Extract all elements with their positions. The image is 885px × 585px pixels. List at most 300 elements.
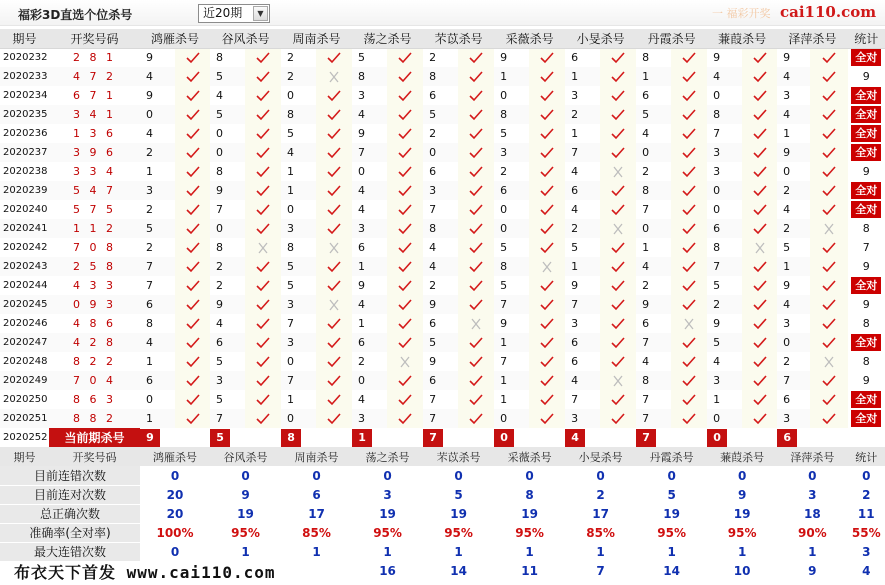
check-icon — [469, 394, 483, 406]
issue-cell: 2020234 — [3, 90, 48, 101]
cross-icon — [822, 223, 836, 235]
check-icon — [327, 280, 341, 292]
pick-cell: 9 — [358, 127, 366, 140]
pick-cell: 8 — [636, 181, 671, 200]
mark-cell — [458, 181, 494, 200]
check-icon — [822, 128, 836, 140]
check-icon — [469, 52, 483, 64]
mark-cell — [458, 409, 494, 428]
pick-cell: 9 — [423, 295, 458, 314]
mark-cell — [316, 390, 352, 409]
check-icon — [682, 90, 696, 102]
mark-cell — [742, 257, 777, 276]
check-icon — [682, 394, 696, 406]
pick-cell: 6 — [358, 241, 366, 254]
pick-cell: 2 — [642, 165, 650, 178]
check-icon — [540, 204, 554, 216]
table-row — [0, 124, 885, 143]
check-icon — [469, 280, 483, 292]
check-icon — [822, 147, 836, 159]
cross-icon — [753, 242, 767, 254]
check-icon — [469, 128, 483, 140]
stats-value: 16 — [379, 563, 396, 578]
stat-cell — [848, 162, 885, 181]
check-icon — [822, 71, 836, 83]
period-select[interactable] — [198, 4, 270, 23]
mark-cell — [458, 48, 494, 67]
pick-cell: 9 — [571, 279, 579, 292]
all-correct-badge: 全对 — [851, 87, 881, 104]
stat-count: 8 — [862, 317, 870, 330]
current-period-row — [0, 428, 885, 447]
mark-cell — [316, 200, 352, 219]
mark-cell — [316, 86, 352, 105]
check-icon — [540, 71, 554, 83]
pick-cell: 4 — [777, 67, 810, 86]
stats-label: 准确率(全对率) — [0, 523, 140, 542]
check-icon — [540, 52, 554, 64]
pick-cell: 6 — [423, 371, 458, 390]
check-icon — [822, 109, 836, 121]
pick-cell: 4 — [642, 355, 650, 368]
check-icon — [256, 128, 270, 140]
all-correct-badge: 全对 — [851, 410, 881, 427]
pick-cell: 3 — [140, 181, 175, 200]
pick-cell: 5 — [140, 219, 175, 238]
mark-cell — [742, 86, 777, 105]
check-icon — [256, 204, 270, 216]
pick-cell: 1 — [287, 393, 295, 406]
mark-cell — [671, 124, 707, 143]
pick-cell: 1 — [713, 393, 721, 406]
pick-cell: 4 — [565, 371, 600, 390]
stats-value: 8 — [525, 487, 534, 502]
stat-count: 8 — [862, 222, 870, 235]
pick-cell: 6 — [571, 51, 579, 65]
pick-cell: 5 — [500, 127, 508, 140]
cross-icon — [822, 356, 836, 368]
pick-cell: 7 — [777, 371, 810, 390]
current-spacer — [175, 428, 210, 447]
pick-cell: 6 — [140, 371, 175, 390]
mark-cell — [387, 200, 423, 219]
mark-cell — [810, 333, 847, 352]
issue-cell: 2020244 — [3, 280, 48, 291]
mark-cell — [316, 409, 352, 428]
check-icon — [186, 280, 200, 292]
pick-cell: 2 — [210, 257, 245, 276]
mark-cell — [175, 86, 210, 105]
check-icon — [327, 261, 341, 273]
mark-cell — [316, 238, 352, 257]
mark-cell — [671, 219, 707, 238]
mark-cell — [175, 162, 210, 181]
check-icon — [611, 242, 625, 254]
stat-cell — [848, 200, 885, 219]
current-pick: 9 — [140, 429, 160, 447]
mark-cell — [742, 333, 777, 352]
stats-value: 0 — [383, 468, 392, 483]
pick-cell: 4 — [216, 89, 224, 102]
pick-cell: 7 — [423, 409, 458, 428]
issue-cell: 2020241 — [0, 219, 49, 238]
pick-cell: 4 — [140, 67, 175, 86]
check-icon — [469, 166, 483, 178]
check-icon — [753, 166, 767, 178]
pick-cell: 4 — [423, 257, 458, 276]
pick-cell: 4 — [352, 105, 387, 124]
check-icon — [822, 166, 836, 178]
pick-cell: 9 — [713, 317, 721, 330]
mark-cell — [810, 409, 847, 428]
pick-cell: 2 — [140, 143, 175, 162]
pick-cell: 8 — [216, 51, 224, 65]
check-icon — [540, 242, 554, 254]
issue-cell: 2020238 — [3, 166, 48, 177]
issue-cell: 2020250 — [3, 394, 48, 405]
mark-cell — [175, 295, 210, 314]
issue-cell: 2020251 — [0, 409, 49, 428]
pick-cell: 9 — [210, 295, 245, 314]
check-icon — [822, 204, 836, 216]
check-icon — [540, 166, 554, 178]
check-icon — [327, 52, 341, 64]
stats-value: 1 — [596, 544, 605, 559]
col-expert: 小旻杀号 — [565, 29, 636, 48]
mark-cell — [175, 314, 210, 333]
mark-cell — [600, 314, 636, 333]
stats-value: 0 — [454, 468, 463, 483]
mark-cell — [245, 219, 281, 238]
pick-cell: 3 — [423, 181, 458, 200]
draw-cell: 3 3 4 — [73, 165, 116, 178]
stat-cell — [848, 124, 885, 143]
cross-icon — [540, 261, 554, 273]
mark-cell — [600, 333, 636, 352]
table-row — [0, 219, 885, 238]
mark-cell — [458, 314, 494, 333]
check-icon — [540, 394, 554, 406]
pick-cell: 2 — [777, 181, 810, 200]
mark-cell — [387, 409, 423, 428]
pick-cell: 4 — [352, 181, 387, 200]
mark-cell — [175, 181, 210, 200]
mark-cell — [245, 276, 281, 295]
stats-label: 最大连错次数 — [0, 542, 140, 561]
mark-cell — [316, 143, 352, 162]
mark-cell — [387, 276, 423, 295]
cross-icon — [469, 318, 483, 330]
pick-cell: 3 — [358, 89, 366, 102]
table-row — [0, 371, 885, 390]
pick-cell: 9 — [500, 51, 508, 65]
draw-cell: 6 7 1 — [73, 89, 116, 102]
mark-cell — [529, 200, 565, 219]
pick-cell: 0 — [636, 143, 671, 162]
brand-logo[interactable]: cai110.com — [780, 3, 877, 21]
pick-cell: 9 — [146, 89, 153, 102]
pick-cell: 1 — [500, 393, 508, 406]
stats-col-expert: 泽萍杀号 — [777, 447, 847, 466]
draw-cell: 5 7 5 — [73, 203, 116, 216]
check-icon — [611, 413, 625, 425]
pick-cell: 2 — [707, 295, 742, 314]
all-correct-badge: 全对 — [851, 182, 881, 199]
pick-cell: 2 — [500, 165, 508, 178]
pick-cell: 7 — [642, 203, 650, 216]
table-row — [0, 200, 885, 219]
draw-cell: 7 0 4 — [49, 371, 140, 390]
pick-cell: 9 — [358, 279, 366, 292]
mark-cell — [529, 124, 565, 143]
pick-cell: 7 — [571, 393, 579, 406]
pick-cell: 9 — [783, 279, 791, 292]
check-icon — [327, 147, 341, 159]
pick-cell: 3 — [777, 409, 810, 428]
stat-count: 9 — [862, 298, 870, 311]
mark-cell — [387, 86, 423, 105]
mark-cell — [810, 105, 847, 124]
col-expert: 荡之杀号 — [352, 29, 423, 48]
check-icon — [753, 356, 767, 368]
check-icon — [753, 128, 767, 140]
check-icon — [753, 185, 767, 197]
stats-value: 95% — [727, 525, 757, 540]
check-icon — [398, 204, 412, 216]
mark-cell — [810, 67, 847, 86]
check-icon — [327, 413, 341, 425]
issue-cell: 2020243 — [0, 257, 49, 276]
pick-cell: 9 — [713, 51, 721, 65]
pick-cell: 0 — [707, 409, 742, 428]
mark-cell — [529, 371, 565, 390]
draw-cell: 7 0 8 — [73, 241, 116, 254]
mark-cell — [600, 257, 636, 276]
pick-cell: 2 — [783, 355, 791, 368]
stats-value: 5 — [667, 487, 676, 502]
mark-cell — [600, 219, 636, 238]
mark-cell — [175, 200, 210, 219]
check-icon — [822, 299, 836, 311]
pick-cell: 1 — [636, 67, 671, 86]
stats-value: 19 — [521, 506, 538, 521]
issue-cell: 2020237 — [0, 143, 49, 162]
pick-cell: 4 — [777, 295, 810, 314]
pick-cell: 7 — [636, 333, 671, 352]
pick-cell: 7 — [429, 203, 437, 216]
check-icon — [822, 375, 836, 387]
stat-cell — [848, 276, 885, 295]
check-icon — [469, 356, 483, 368]
mark-cell — [387, 124, 423, 143]
check-icon — [753, 90, 767, 102]
pick-cell: 2 — [565, 219, 600, 238]
top-toolbar — [0, 0, 885, 26]
current-label: 当前期杀号 — [49, 428, 140, 447]
pick-cell: 8 — [216, 241, 224, 254]
check-icon — [822, 242, 836, 254]
pick-cell: 0 — [500, 89, 508, 102]
mark-cell — [175, 48, 210, 67]
mark-cell — [600, 352, 636, 371]
pick-cell: 6 — [565, 333, 600, 352]
table-row — [0, 143, 885, 162]
mark-cell — [387, 352, 423, 371]
pick-cell: 0 — [494, 219, 529, 238]
col-expert: 周南杀号 — [281, 29, 352, 48]
pick-cell: 7 — [713, 127, 721, 140]
mark-cell — [810, 276, 847, 295]
cross-icon — [611, 223, 625, 235]
mark-cell — [387, 162, 423, 181]
current-spacer — [848, 428, 885, 447]
draw-cell: 3 4 1 — [49, 105, 140, 124]
pick-cell: 0 — [216, 127, 224, 140]
check-icon — [822, 318, 836, 330]
check-icon — [682, 280, 696, 292]
check-icon — [682, 223, 696, 235]
pick-cell: 9 — [500, 317, 508, 330]
mark-cell — [671, 162, 707, 181]
check-icon — [469, 71, 483, 83]
draw-cell: 2 5 8 — [49, 257, 140, 276]
current-pick: 0 — [707, 429, 727, 447]
mark-cell — [458, 390, 494, 409]
check-icon — [398, 318, 412, 330]
pick-cell: 3 — [783, 317, 791, 330]
stats-col-expert: 荡之杀号 — [352, 447, 423, 466]
issue-cell: 2020248 — [3, 356, 48, 367]
check-icon — [753, 223, 767, 235]
pick-cell: 2 — [565, 105, 600, 124]
mark-cell — [245, 371, 281, 390]
mark-cell — [316, 219, 352, 238]
mark-cell — [529, 333, 565, 352]
cross-icon — [327, 299, 341, 311]
mark-cell — [742, 162, 777, 181]
issue-cell: 2020245 — [0, 295, 49, 314]
check-icon — [540, 299, 554, 311]
mark-cell — [175, 219, 210, 238]
check-icon — [398, 185, 412, 197]
stats-value: 95% — [657, 525, 686, 540]
stats-value: 19 — [237, 506, 254, 521]
pick-cell: 7 — [352, 143, 387, 162]
pick-cell: 1 — [494, 371, 529, 390]
col-expert: 谷风杀号 — [210, 29, 281, 48]
issue-cell: 2020240 — [3, 204, 48, 215]
table-row — [0, 314, 885, 333]
pick-cell: 4 — [146, 127, 153, 140]
pick-cell: 0 — [140, 105, 175, 124]
check-icon — [256, 394, 270, 406]
stats-value: 1 — [383, 544, 392, 559]
stats-value: 19 — [450, 506, 467, 521]
check-icon — [753, 299, 767, 311]
check-icon — [327, 90, 341, 102]
check-icon — [186, 299, 200, 311]
stats-value: 90% — [797, 525, 827, 540]
current-pick-cell — [636, 428, 671, 447]
all-correct-badge: 全对 — [851, 106, 881, 123]
check-icon — [682, 185, 696, 197]
mark-cell — [810, 86, 847, 105]
check-icon — [256, 413, 270, 425]
pick-cell: 3 — [281, 295, 316, 314]
mark-cell — [458, 295, 494, 314]
current-pick-cell — [210, 428, 245, 447]
pick-cell: 4 — [707, 67, 742, 86]
stats-col-draw: 开奖号码 — [49, 447, 140, 466]
issue-cell: 2020247 — [0, 333, 49, 352]
check-icon — [398, 394, 412, 406]
check-icon — [398, 375, 412, 387]
mark-cell — [742, 200, 777, 219]
pick-cell: 0 — [287, 203, 295, 216]
pick-cell: 9 — [636, 295, 671, 314]
stat-count: 9 — [862, 374, 870, 387]
pick-cell: 6 — [140, 295, 175, 314]
check-icon — [186, 166, 200, 178]
mark-cell — [245, 390, 281, 409]
check-icon — [327, 109, 341, 121]
mark-cell — [458, 219, 494, 238]
mark-cell — [671, 314, 707, 333]
mark-cell — [316, 295, 352, 314]
check-icon — [682, 261, 696, 273]
mark-cell — [529, 219, 565, 238]
mark-cell — [316, 162, 352, 181]
stats-col-stat: 统计 — [848, 447, 885, 466]
mark-cell — [245, 238, 281, 257]
pick-cell: 2 — [429, 51, 437, 65]
stat-cell — [848, 105, 885, 124]
table-row — [0, 276, 885, 295]
stat-cell — [848, 295, 885, 314]
stats-value: 85% — [586, 525, 615, 540]
pick-cell: 3 — [281, 333, 316, 352]
pick-cell: 0 — [707, 181, 742, 200]
mark-cell — [245, 409, 281, 428]
mark-cell — [671, 238, 707, 257]
pick-cell: 8 — [287, 241, 295, 254]
check-icon — [753, 375, 767, 387]
stats-col-expert: 小旻杀号 — [565, 447, 636, 466]
stats-value: 95% — [444, 525, 473, 540]
pick-cell: 2 — [287, 51, 295, 65]
check-icon — [186, 375, 200, 387]
check-icon — [611, 356, 625, 368]
pick-cell: 3 — [281, 219, 316, 238]
mark-cell — [742, 371, 777, 390]
stats-value: 95% — [515, 525, 544, 540]
pick-cell: 5 — [500, 279, 508, 292]
check-icon — [822, 90, 836, 102]
stat-cell — [848, 352, 885, 371]
stats-value: 14 — [450, 563, 467, 578]
current-pick-cell — [140, 428, 175, 447]
pick-cell: 6 — [642, 89, 650, 102]
pick-cell: 4 — [140, 333, 175, 352]
check-icon — [540, 90, 554, 102]
mark-cell — [529, 67, 565, 86]
col-expert: 鸿雁杀号 — [140, 29, 210, 48]
stats-value: 19 — [663, 506, 680, 521]
check-icon — [753, 109, 767, 121]
mark-cell — [458, 333, 494, 352]
draw-cell: 4 7 2 — [49, 67, 140, 86]
chevron-down-icon[interactable]: ▼ — [253, 6, 268, 21]
